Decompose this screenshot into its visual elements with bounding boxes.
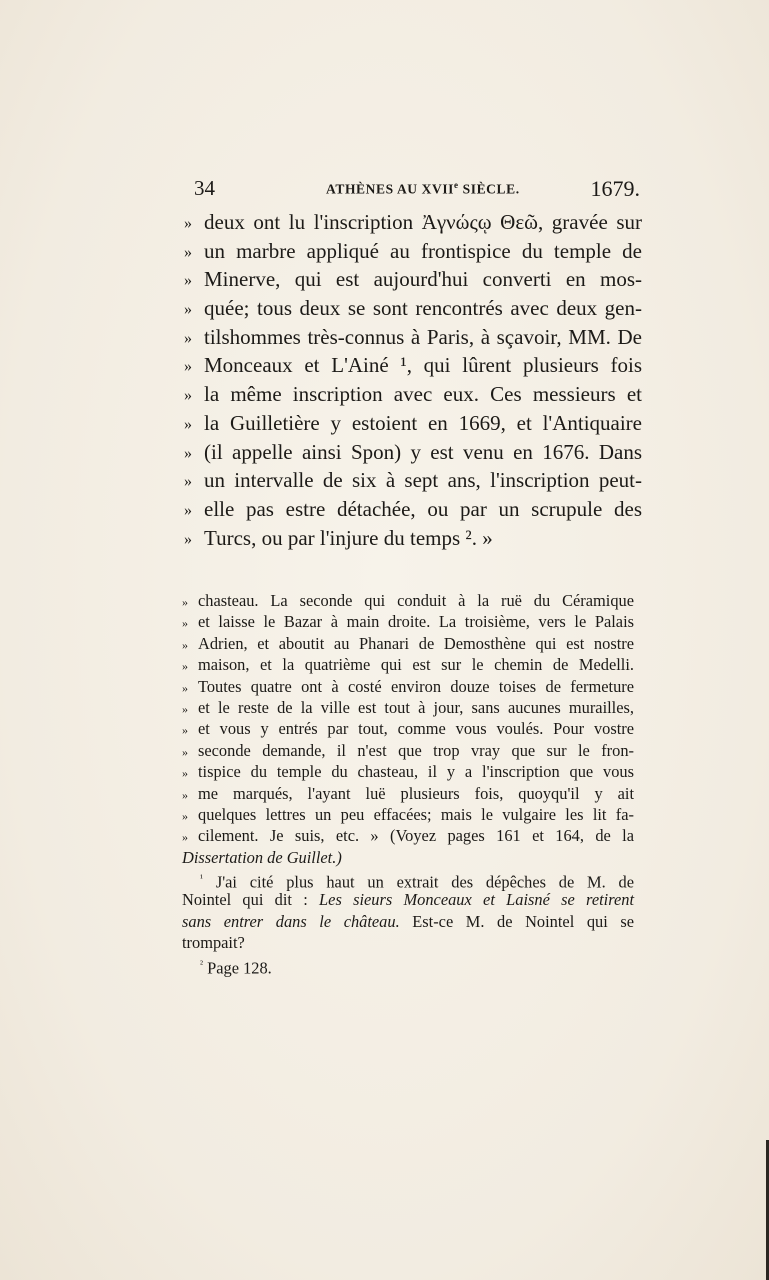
notes-line [182, 611, 634, 632]
quote-mark: » [182, 680, 188, 695]
notes-line-text: tispice du temple du chasteau, il y a l'inscription que vous [198, 762, 634, 782]
quote-mark: » [184, 243, 192, 261]
quote-mark: » [182, 787, 188, 802]
notes-line-text: et laisse le Bazar à main droite. La troisième, vers le Palais [198, 612, 634, 632]
notes-line [182, 676, 634, 697]
notes-line [182, 697, 634, 718]
main-line [184, 495, 642, 524]
quote-mark: » [182, 659, 188, 674]
quote-mark: » [182, 637, 188, 652]
notes-line [182, 590, 634, 611]
notes-line [182, 804, 634, 825]
header-year: 1679. [590, 176, 640, 201]
quote-mark: » [184, 358, 192, 376]
main-line [184, 323, 642, 352]
quote-mark: » [182, 723, 188, 738]
notes-line-text: me marqués, l'ayant luë plusieurs fois, quoyqu'il y ait [198, 783, 634, 803]
quote-mark: » [184, 215, 192, 232]
main-line-text: la Guilletière y estoient en 1669, et l'Antiquaire [204, 410, 642, 435]
notes-line [182, 825, 634, 846]
notes-citation-line: Dissertation de Guillet.) [182, 847, 342, 867]
quote-mark: » [182, 744, 188, 759]
main-line [184, 265, 642, 294]
quote-mark: » [184, 501, 192, 519]
notes-line [182, 718, 634, 739]
notes-line-text: et le reste de la ville est tout à jour, sans aucunes murailles, [198, 697, 634, 717]
main-line [184, 380, 642, 409]
footnote-mark: ² [200, 958, 203, 970]
footnote-2-line: $^{^2}$ Page 128. [200, 958, 272, 978]
quote-mark: » [184, 387, 192, 405]
quote-mark: » [182, 701, 188, 716]
main-line-text: tilshommes très-connus à Paris, à sçavoir, MM. De [204, 324, 642, 349]
notes-line-text: seconde demande, il n'est que trop vray que sur le fron- [198, 740, 634, 760]
main-line-text: quée; tous deux se sont rencontrés avec deux gen- [204, 296, 642, 321]
main-line-text: Turcs, ou par l'injure du temps ². » [204, 525, 493, 550]
footnote-1-line: sans entrer dans le château. Est-ce M. de Nointel qui se [182, 911, 634, 931]
quote-mark: » [182, 616, 188, 631]
quote-mark: » [184, 301, 192, 319]
main-line-text: Monceaux et L'Ainé ¹, qui lûrent plusieurs fois [204, 353, 642, 378]
quote-mark: » [184, 415, 192, 433]
main-line [184, 208, 642, 237]
quote-mark: » [182, 595, 188, 609]
notes-line [182, 654, 634, 675]
quote-mark: » [184, 272, 192, 290]
main-line-text: (il appelle ainsi Spon) y est venu en 1676. Dans [204, 439, 642, 464]
main-line [184, 237, 642, 266]
quote-mark: » [184, 530, 192, 548]
main-line [184, 466, 642, 495]
quote-mark: » [184, 473, 192, 491]
main-line [184, 524, 642, 553]
main-line-text: Minerve, qui est aujourd'hui converti en mos- [204, 267, 642, 292]
notes-line [182, 783, 634, 804]
footnotes-block [182, 590, 634, 978]
notes-line-text: maison, et la quatrième qui est sur le chemin de Medelli. [198, 655, 634, 675]
main-line-text: deux ont lu l'inscription Ἀγνώςῳ Θεῶ, gravée sur [204, 210, 642, 234]
quote-mark: » [182, 830, 188, 845]
main-line [184, 409, 642, 438]
quote-mark: » [184, 444, 192, 462]
footnote-1-line: Nointel qui dit : Les sieurs Monceaux et Laisné se retirent [182, 890, 634, 910]
quote-mark: » [182, 808, 188, 823]
main-line [184, 294, 642, 323]
main-text-block [184, 208, 642, 552]
footnote-1-line: $^{^1}$ J'ai cité plus haut un extrait des dépêches de M. de [200, 872, 634, 892]
main-line [184, 438, 642, 467]
page-number: 34 [194, 176, 215, 200]
page-header [194, 176, 638, 204]
notes-line-text: quelques lettres un peu effacées; mais le vulgaire les lit fa- [198, 804, 634, 824]
footnote-mark: ¹ [200, 873, 203, 885]
main-line-text: elle pas estre détachée, ou par un scrupule des [204, 496, 642, 521]
main-line-text: la même inscription avec eux. Ces messieurs et [204, 382, 642, 407]
main-line [184, 351, 642, 380]
notes-line [182, 740, 634, 761]
main-line-text: un intervalle de six à sept ans, l'inscription peut- [204, 468, 642, 493]
notes-line-text: Adrien, et aboutit au Phanari de Demosthène qui est nostre [198, 633, 634, 653]
quote-mark: » [184, 329, 192, 347]
notes-line [182, 761, 634, 782]
notes-line [182, 633, 634, 654]
main-line-text: un marbre appliqué au frontispice du temple de [204, 238, 642, 263]
running-title: ATHÈNES AU XVIIe SIÈCLE. [326, 180, 520, 197]
quote-mark: » [182, 766, 188, 781]
notes-line-text: cilement. Je suis, etc. » (Voyez pages 161 et 164, de la [198, 826, 634, 846]
footnote-1-line: trompait? [182, 933, 245, 953]
notes-line-text: et vous y entrés par tout, comme vous voulés. Pour vostre [198, 719, 634, 739]
notes-line-text: Toutes quatre ont à costé environ douze toises de fermeture [198, 676, 634, 696]
notes-line-text: chasteau. La seconde qui conduit à la ruë du Céramique [198, 591, 634, 610]
